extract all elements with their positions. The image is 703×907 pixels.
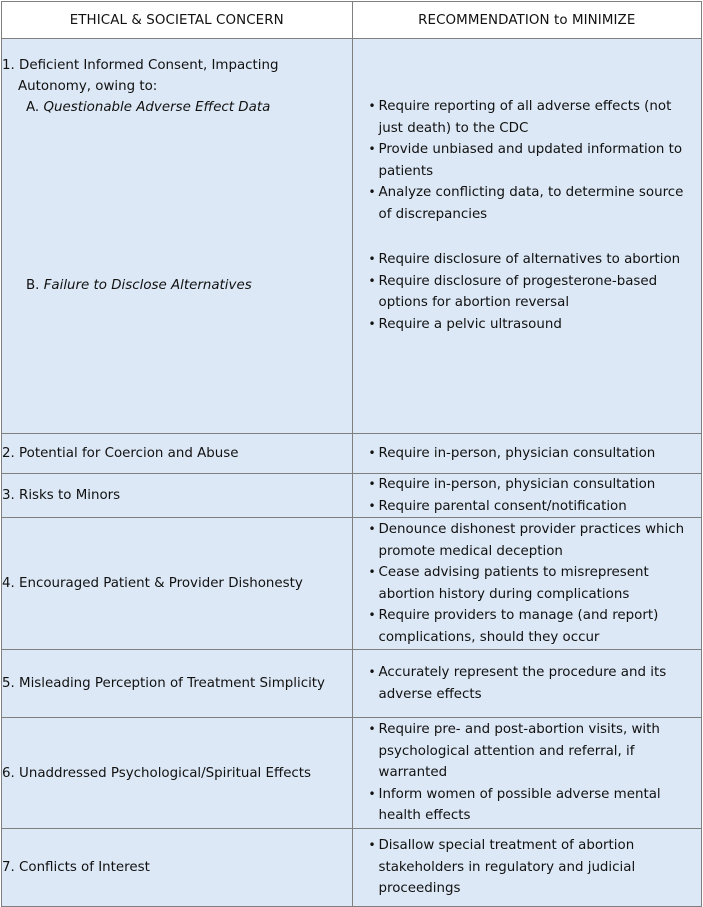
- bullet-icon: •: [368, 477, 376, 491]
- recommendation-item: [369, 605, 696, 648]
- table-row: [2, 518, 702, 650]
- concern-cell: [2, 650, 353, 718]
- recommendation-item: [369, 662, 696, 705]
- ethics-table: [1, 1, 702, 907]
- bullet-icon: •: [368, 608, 376, 622]
- header-row: [2, 2, 702, 39]
- recommendation-text: Require parental consent/notification: [378, 498, 627, 514]
- concern-text: 1. Deficient Informed Consent, Impacting Autonomy, owing to:: [2, 58, 279, 94]
- concern-cell: [2, 39, 353, 434]
- recommendation-cell: [352, 474, 702, 518]
- recommendation-item: [369, 139, 696, 182]
- concern-cell: [2, 434, 353, 474]
- bullet-icon: •: [368, 522, 376, 536]
- recommendation-list: [353, 474, 702, 517]
- concern-text: 5. Misleading Perception of Treatment Simplicity: [2, 676, 325, 691]
- recommendation-text: Require in-person, physician consultation: [378, 477, 656, 492]
- recommendation-cell: [352, 650, 702, 718]
- table-row: [2, 39, 702, 434]
- recommendation-item: [369, 835, 696, 900]
- recommendation-list: [353, 96, 702, 225]
- recommendation-list: [353, 519, 702, 648]
- recommendation-text: Require a pelvic ultrasound: [378, 316, 562, 332]
- concern-text: 6. Unaddressed Psychological/Spiritual Effects: [2, 765, 312, 781]
- concern-column-header: ETHICAL & SOCIETAL CONCERN: [2, 2, 353, 39]
- recommendation-item: [369, 562, 696, 605]
- table-row: [2, 434, 702, 474]
- recommendation-list: [353, 835, 702, 900]
- subitem-letter: B.: [26, 278, 44, 293]
- recommendation-item: [369, 249, 696, 271]
- bullet-icon: •: [368, 445, 376, 460]
- subitem-title: Questionable Adverse Effect Data: [43, 100, 271, 115]
- subitem-letter: A.: [26, 100, 44, 115]
- recommendation-list: [353, 443, 702, 465]
- bullet-icon: •: [368, 665, 376, 679]
- recommendation-text: Analyze conflicting data, to determine source of discrepancies: [378, 185, 684, 222]
- concern-text: 7. Conflicts of Interest: [2, 860, 150, 875]
- table-row: [2, 829, 702, 907]
- bullet-icon: •: [368, 786, 376, 801]
- recommendation-item: [369, 182, 696, 225]
- recommendation-column-header: RECOMMENDATION to MINIMIZE: [352, 2, 702, 39]
- concern-subitem-a: [2, 97, 352, 118]
- recommendation-cell: [352, 434, 702, 474]
- recommendation-list: [353, 662, 702, 705]
- bullet-icon: •: [368, 252, 376, 266]
- recommendation-cell: [352, 518, 702, 650]
- recommendation-text: Accurately represent the procedure and its adverse effects: [378, 665, 667, 702]
- subitem-title: Failure to Disclose Alternatives: [43, 278, 252, 293]
- bullet-icon: •: [368, 142, 376, 156]
- recommendation-text: Require in-person, physician consultation: [378, 445, 656, 461]
- recommendation-text: Require reporting of all adverse effects (not just death) to the CDC: [378, 99, 672, 136]
- recommendation-list: [353, 719, 702, 827]
- recommendation-text: Cease advising patients to misrepresent abortion history during complications: [378, 565, 649, 602]
- recommendation-item: [369, 271, 696, 314]
- recommendation-text: Inform women of possible adverse mental health effects: [378, 786, 661, 824]
- bullet-icon: •: [368, 565, 376, 579]
- recommendation-item: [369, 314, 696, 336]
- recommendation-text: Denounce dishonest provider practices which promote medical deception: [378, 522, 685, 559]
- concern-text: 3. Risks to Minors: [2, 488, 121, 503]
- table-row: [2, 718, 702, 829]
- concern-cell: [2, 474, 353, 518]
- recommendation-text: Require disclosure of progesterone-based options for abortion reversal: [378, 273, 658, 310]
- recommendation-cell: [352, 829, 702, 907]
- concern-subitem-b: [2, 275, 352, 296]
- concern-cell: [2, 718, 353, 829]
- bullet-icon: •: [368, 498, 376, 513]
- table-row: [2, 474, 702, 518]
- bullet-icon: •: [368, 185, 376, 199]
- recommendation-text: Require providers to manage (and report) complications, should they occur: [378, 608, 659, 645]
- recommendation-text: Disallow special treatment of abortion stakeholders in regulatory and judicial proceedings: [378, 838, 636, 897]
- bullet-icon: •: [368, 273, 376, 288]
- bullet-icon: •: [368, 838, 376, 853]
- recommendation-item: [369, 519, 696, 562]
- recommendation-item: [369, 784, 696, 827]
- bullet-icon: •: [368, 722, 376, 737]
- concern-cell: [2, 518, 353, 650]
- recommendation-cell: [352, 39, 702, 434]
- bullet-icon: •: [368, 316, 376, 331]
- recommendation-text: Provide unbiased and updated information to patients: [378, 142, 683, 179]
- bullet-icon: •: [368, 99, 376, 113]
- recommendation-item: [369, 496, 696, 518]
- recommendation-item: [369, 443, 696, 465]
- recommendation-list: [353, 249, 702, 335]
- concern-cell: [2, 829, 353, 907]
- recommendation-cell: [352, 718, 702, 829]
- recommendation-item: [369, 719, 696, 784]
- concern-text: 4. Encouraged Patient & Provider Dishonesty: [2, 576, 303, 591]
- recommendation-item: [369, 474, 696, 496]
- table-row: [2, 650, 702, 718]
- recommendation-text: Require pre- and post-abortion visits, with psychological attention and referral, if warranted: [378, 722, 660, 781]
- concern-text: 2. Potential for Coercion and Abuse: [2, 446, 239, 461]
- recommendation-item: [369, 96, 696, 139]
- recommendation-text: Require disclosure of alternatives to abortion: [378, 252, 681, 267]
